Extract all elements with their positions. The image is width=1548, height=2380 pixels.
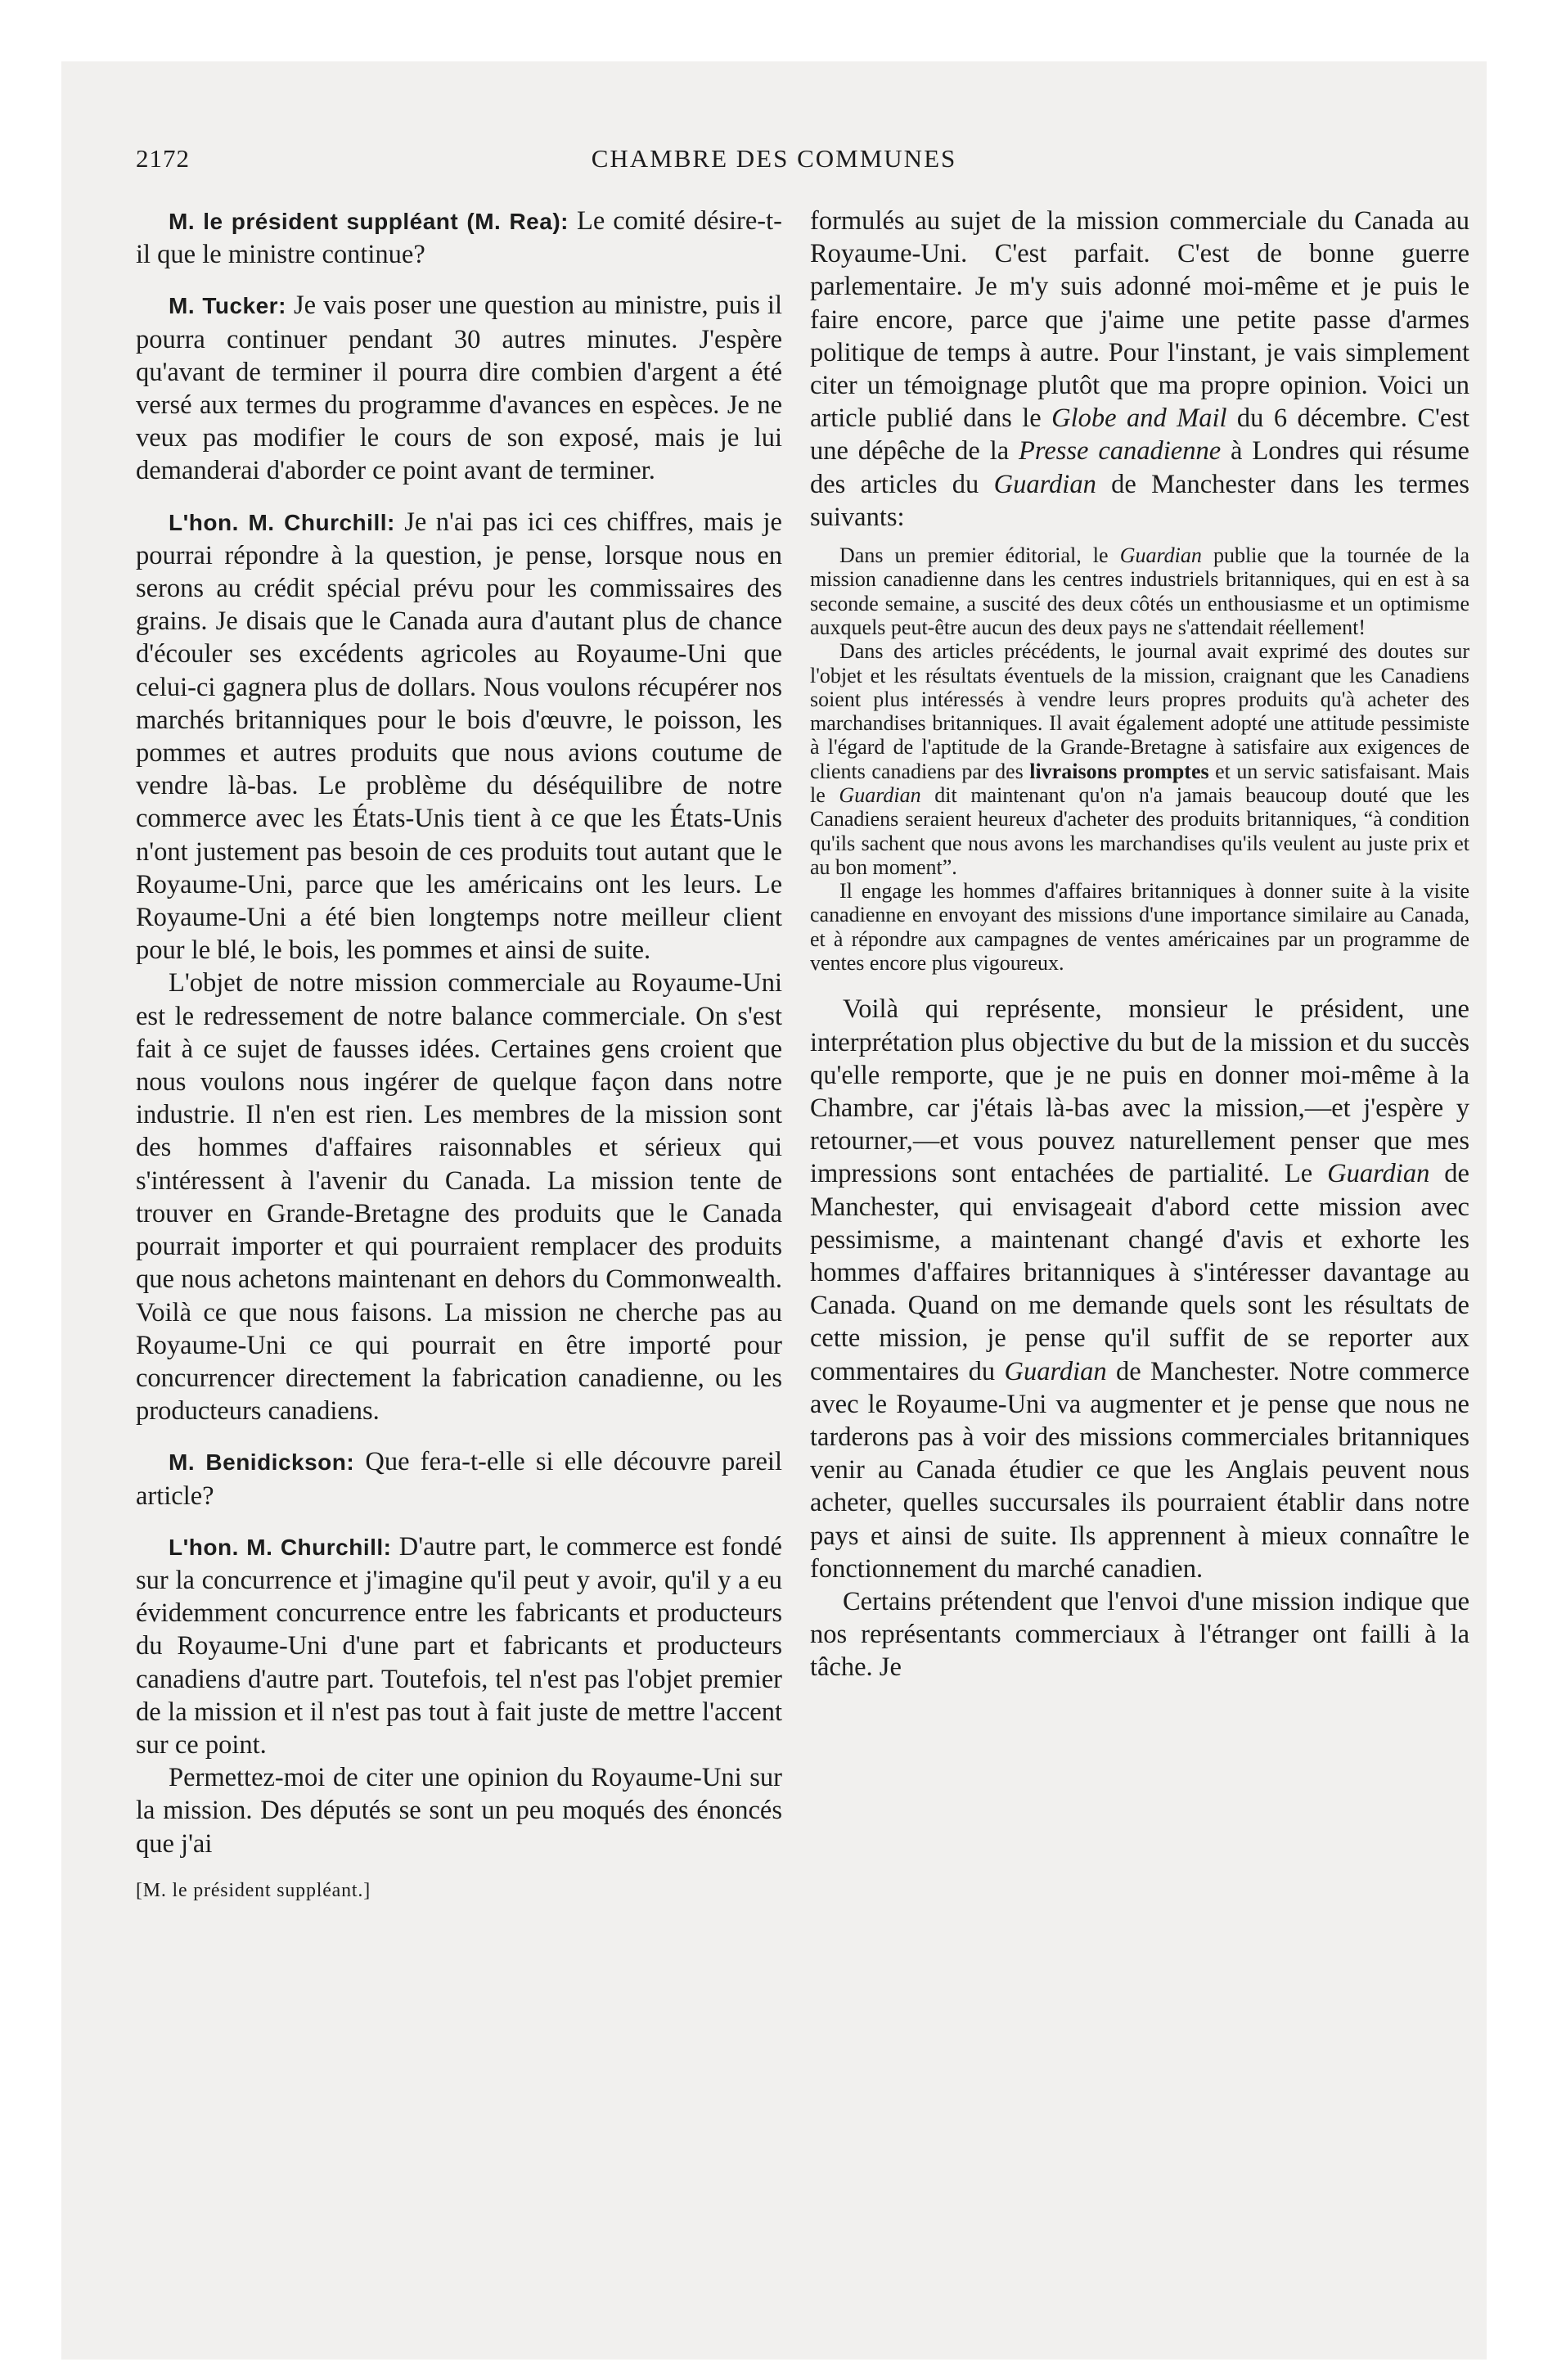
- italic-text: Guardian: [993, 469, 1096, 499]
- italic-text: Guardian: [839, 783, 921, 807]
- paragraph: [136, 1530, 782, 1761]
- paragraph: Certains prétendent que l'envoi d'une mission indique que nos représentants commerciaux à l'étranger ont failli à la tâche. Je: [810, 1587, 1469, 1683]
- speech-text: Que fera-t-elle si elle découvre pareil article?: [136, 1447, 782, 1511]
- italic-text: Globe and Mail: [1051, 403, 1227, 434]
- speech-text: Je n'ai pas ici ces chiffres, mais je pourrai répondre à la question, je pense, lorsque nous en serons au crédit spécial prévu pour les commissaires des grains. Je disais que le Canada aura d'autant plus de chance d'écouler ses excédents agricoles au Royaume-Uni que celui-ci gagnera plus de dollars. Nous voulons récupérer nos marchés britanniques pour le bois d'œuvre, le poisson, les pommes et autres produits que nous avions coutume de vendre là-bas. Le problème du déséquilibre de notre commerce avec les États-Unis tient à ce que les États-Unis n'ont justement pas besoin de ces produits tout autant que le Royaume-Uni, parce que les américains ont les leurs. Le Royaume-Uni a été bien longtemps notre meilleur client pour le blé, le bois, les pommes et ainsi de suite.: [136, 507, 782, 966]
- page-header: [136, 144, 1412, 177]
- text-run: Voilà qui représente, monsieur le président, une interprétation plus objective du but de la mission et du succès qu'elle remporte, que je ne puis en donner moi-même à la Chambre, car j'étais là-bas avec la mission,—et j'espère y retourner,—et vous pouvez naturellement penser que mes impressions sont entachées de partialité. Le: [810, 994, 1469, 1189]
- quote-paragraph: [810, 639, 1469, 879]
- block-quote: [810, 543, 1469, 975]
- running-head: CHAMBRE DES COMMUNES: [591, 144, 957, 173]
- text-run: de Manchester. Notre commerce avec le Royaume-Uni va augmenter et je pense que nous ne tarderons pas à voir des missions commerciales britanniques venir au Canada étudier ce que les Anglais peuvent nous acheter, quelles succursales ils pourraient établir dans notre pays et ainsi de suite. Ils apprennent à mieux connaître le fonctionnement du marché canadien.: [810, 1356, 1469, 1584]
- paragraph: [136, 289, 782, 487]
- paragraph: [136, 205, 782, 271]
- speaker-footnote: [M. le président suppléant.]: [136, 1879, 371, 1901]
- text-run: formulés au sujet de la mission commerciale du Canada au Royaume-Uni. C'est parfait. C'est de bonne guerre parlementaire. Je m'y suis adonné moi-même et je puis le faire encore, parce que j'aime une petite passe d'armes politique de temps à autre. Pour l'instant, je vais simplement citer un témoignage plutôt que ma propre opinion. Voici un article publié dans le: [810, 206, 1469, 434]
- italic-text: Guardian: [1004, 1356, 1107, 1386]
- text-run: de Manchester, qui envisageait d'abord cette mission avec pessimisme, a maintenant changé d'avis et exhorte les hommes d'affaires britanniques à s'intéresser davantage au Canada. Quand on me demande quels sont les résultats de cette mission, je pense qu'il suffit de se reporter aux commentaires du: [810, 1159, 1469, 1386]
- speaker-name: M. Tucker:: [169, 293, 286, 319]
- text-run: de Manchester dans les termes suivants:: [810, 469, 1469, 532]
- page-number: 2172: [136, 144, 190, 173]
- right-column: [810, 205, 1469, 1684]
- paragraph: [136, 1445, 782, 1512]
- text-run: Dans des articles précédents, le journal avait exprimé des doutes sur l'objet et les résultats éventuels de la mission, craignant que les Canadiens soient plus intéressés à vendre leurs propres produits qu'à acheter des marchandises britanniques. Il avait également adopté une attitude pessimiste à l'égard de l'aptitude de la Grande-Bretagne à satisfaire aux exigences de clients canadiens par des: [810, 639, 1469, 783]
- speech-text: Le comité désire-t-il que le ministre continue?: [136, 206, 782, 270]
- speaker-name: L'hon. M. Churchill:: [169, 1534, 392, 1560]
- speech-text: D'autre part, le commerce est fondé sur la concurrence et j'imagine qu'il peut y avoir, qu'il y a eu évidemment concurrence entre les fabricants et producteurs du Royaume-Uni d'une part et fabricants et producteurs canadiens d'autre part. Toutefois, tel n'est pas l'objet premier de la mission et il n'est pas tout à fait juste de mettre l'accent sur ce point.: [136, 1531, 782, 1760]
- text-run: dit maintenant qu'on n'a jamais beaucoup douté que les Canadiens seraient heureux d'acheter des produits britanniques, “à condition qu'ils sachent que nous avons les marchandises qu'ils veulent au juste prix et au bon moment”.: [810, 783, 1470, 879]
- italic-text: Guardian: [1327, 1159, 1430, 1189]
- paragraph: L'objet de notre mission commerciale au Royaume-Uni est le redressement de notre balance commerciale. On s'est fait à ce sujet de fausses idées. Certaines gens croient que nous voulons nous ingérer de quelque façon dans notre industrie. Il n'en est rien. Les membres de la mission sont des hommes d'affaires raisonnables et sérieux qui s'intéressent à l'avenir du Canada. La mission tente de trouver en Grande-Bretagne des produits que le Canada pourrait importer et qui pourraient remplacer des produits que nous achetons maintenant en dehors du Commonwealth. Voilà ce que nous faisons. La mission ne cherche pas au Royaume-Uni ce qui pourrait en être importé pour concurrencer directement la fabrication canadienne, ou les producteurs canadiens.: [136, 968, 782, 1427]
- speaker-name: M. le président suppléant (M. Rea):: [169, 209, 569, 234]
- text-run: et un servic satisfaisant. Mais le: [810, 759, 1469, 807]
- paragraph: [136, 506, 782, 967]
- text-run: à Londres qui résume des articles du: [810, 436, 1469, 499]
- paragraph: [810, 993, 1469, 1585]
- bold-text: livraisons promptes: [1029, 759, 1209, 783]
- speaker-name: L'hon. M. Churchill:: [169, 509, 395, 535]
- italic-text: Guardian: [1119, 543, 1202, 568]
- quote-paragraph: [810, 543, 1469, 639]
- left-column: [136, 205, 782, 1902]
- italic-text: Presse canadienne: [1019, 436, 1222, 467]
- quote-paragraph: Il engage les hommes d'affaires britanniques à donner suite à la visite canadienne en envoyant des missions d'une importance similaire au Canada, et à répondre aux campagnes de ventes américaines par un programme de ventes encore plus vigoureux.: [810, 879, 1469, 976]
- text-run: Dans un premier éditorial, le: [839, 543, 1120, 568]
- speech-text: Je vais poser une question au ministre, puis il pourra continuer pendant 30 autres minutes. J'espère qu'avant de terminer il pourra dire combien d'argent a été versé aux termes du programme d'avances en espèces. Je ne veux pas modifier le cours de son exposé, mais je lui demanderai d'aborder ce point avant de terminer.: [136, 291, 782, 486]
- speaker-name: M. Benidickson:: [169, 1449, 355, 1476]
- text-run: publie que la tournée de la mission canadienne dans les centres industriels britanniques, qui en est à sa seconde semaine, a suscité des deux côtés un enthousiasme et un optimisme auxquels peut-être aucun des deux pays ne s'attendait réellement!: [810, 543, 1469, 639]
- text-run: du 6 décembre. C'est une dépêche de la: [810, 403, 1469, 467]
- paragraph: [810, 205, 1469, 534]
- paragraph: Permettez-moi de citer une opinion du Royaume-Uni sur la mission. Des députés se sont un peu moqués des énoncés que j'ai: [136, 1763, 782, 1859]
